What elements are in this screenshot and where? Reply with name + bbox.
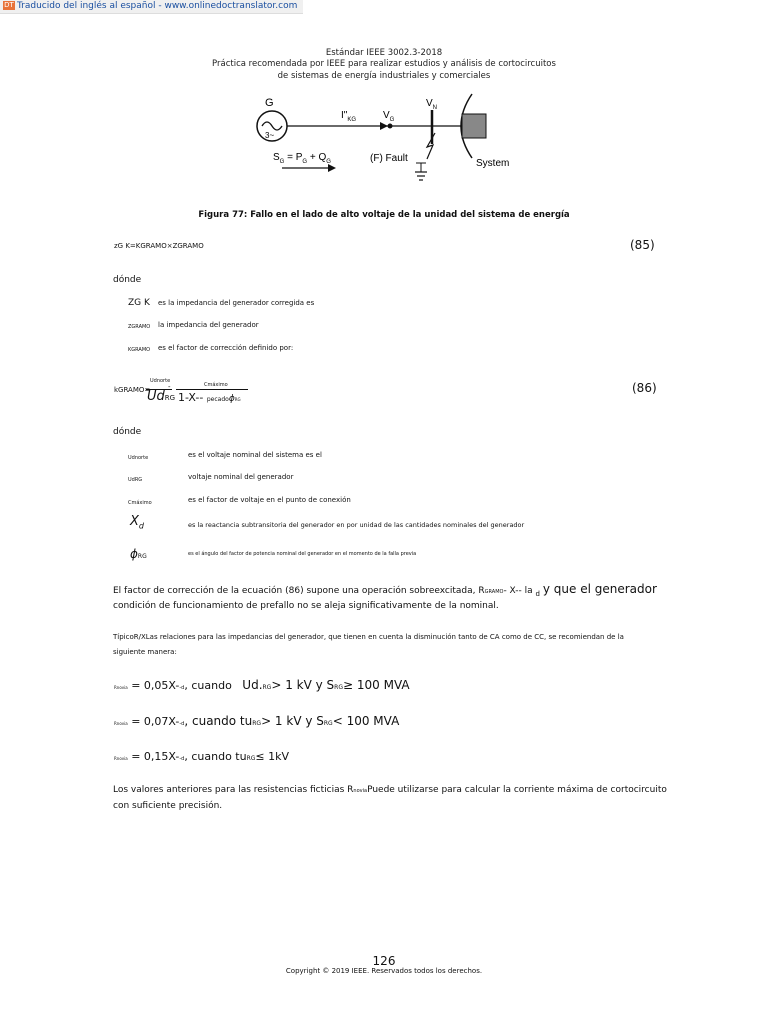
eq86-den1: UdRG	[147, 389, 176, 404]
eq86-num1: Udnorte	[150, 378, 171, 384]
para2-line1: TípicoR/XLas relaciones para las impedancias del generador, que tienen en cuenta la disminución tanto de CA como de CC, se recomiendan de la	[113, 633, 624, 641]
rule-0: Rnovia = 0,05X--d, cuando Ud.RG> 1 kV y SRG≥ 100 MVA	[114, 678, 410, 692]
para2-line2: siguiente manera:	[113, 648, 177, 656]
para3-line1: Los valores anteriores para las resistencias ficticias RnoviaPuede utilizarse para calcular la corriente máxima de cortocircuito	[113, 785, 667, 795]
translator-banner[interactable]	[0, 0, 303, 14]
def2-symbol-0: Udnorte	[128, 455, 149, 461]
three-phase-label: 3~	[265, 131, 275, 140]
system-label: System	[476, 158, 510, 169]
def2-symbol-2: Cmáximo	[128, 500, 152, 506]
translator-logo-icon: DT	[4, 1, 14, 9]
eq86-frac2-bar	[176, 389, 248, 390]
donde-2: dónde	[113, 427, 142, 437]
def1-symbol-0: ZG K	[128, 298, 150, 308]
g-label: G	[265, 97, 274, 109]
header-standard: Estándar IEEE 3002.3-2018	[325, 48, 443, 58]
def1-text-0: es la impedancia del generador corregida es	[158, 299, 315, 307]
rule-1: Rnovia = 0,07X--d, cuando tuRG> 1 kV y SRG< 100 MVA	[114, 714, 400, 728]
para1-line1: El factor de corrección de la ecuación (86) supone una operación sobreexcitada, RGRAMO- X-- la $_d$ y que el generador	[113, 582, 657, 598]
eq86-lhs: kGRAMO=	[114, 386, 151, 394]
def2-text-4: es el ángulo del factor de potencia nominal del generador en el momento de la falla previa	[188, 551, 417, 557]
current-label: $I"_{KG}$	[341, 110, 356, 123]
copyright: Copyright © 2019 IEEE. Reservados todos los derechos.	[285, 967, 483, 975]
def1-text-1: la impedancia del generador	[158, 321, 259, 329]
def2-text-1: voltaje nominal del generador	[188, 473, 294, 481]
def1-text-2: es el factor de corrección definido por:	[158, 344, 294, 352]
def2-text-3: es la reactancia subtransitoria del generador en por unidad de las cantidades nominales del generador	[188, 521, 525, 529]
page-number: 126	[372, 954, 396, 968]
para3-line2: con suficiente precisión.	[113, 801, 223, 811]
eq86-den2: 1-X-- pecadoϕRG	[178, 391, 241, 404]
def1-symbol-1: ZGRAMO	[128, 324, 151, 330]
fault-diagram	[240, 88, 530, 198]
vn-label: $V_N$	[426, 98, 438, 111]
def2-symbol-1: UdRG	[128, 477, 143, 483]
def2-symbol-3: $X_d$	[130, 514, 144, 531]
sg-label: $S_G = P_G + Q_G$	[273, 152, 331, 165]
para1-line2: condición de funcionamiento de prefallo no se aleja significativamente de la nominal.	[113, 601, 499, 611]
eq85-number: (85)	[630, 238, 655, 252]
donde-1: dónde	[113, 275, 142, 285]
def2-text-2: es el factor de voltaje en el punto de conexión	[188, 496, 351, 504]
banner-text: Traducido del inglés al español - www.onlinedoctranslator.com	[17, 1, 298, 11]
eq86-num2: Cmáximo	[204, 382, 228, 388]
eq86-number: (86)	[632, 381, 657, 395]
def2-text-0: es el voltaje nominal del sistema es el	[188, 451, 322, 459]
figure-caption: Figura 77: Fallo en el lado de alto voltaje de la unidad del sistema de energía	[198, 210, 570, 220]
def1-symbol-2: KGRAMO	[128, 347, 151, 353]
header-title-2: de sistemas de energía industriales y comerciales	[277, 71, 491, 81]
eq85-formula: zG K=KGRAMO×ZGRAMO	[114, 242, 204, 250]
rule-2: Rnovia = 0,15X--d, cuando tuRG≤ 1kV	[114, 750, 290, 763]
header-title-1: Práctica recomendada por IEEE para realizar estudios y análisis de cortocircuitos	[212, 59, 556, 69]
vg-label: $V_G$	[383, 110, 395, 123]
fault-label: (F) Fault	[370, 153, 408, 164]
def2-symbol-4: ϕRG	[130, 547, 147, 561]
